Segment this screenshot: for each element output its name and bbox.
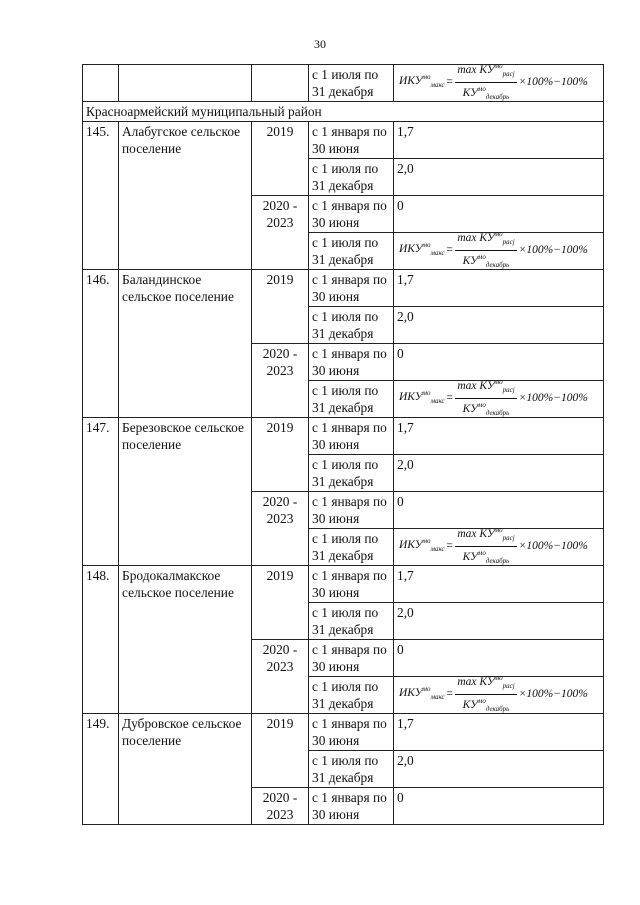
formula-fraction: $\frac{\max КУ^{мо}_{расj}}{КУ^{мо}_{декабрь}}$ bbox=[455, 233, 516, 270]
period-cell: с 1 января по 30 июня bbox=[309, 196, 394, 233]
year-cell: 2019 bbox=[252, 122, 309, 196]
value-cell: 1,7 bbox=[394, 566, 604, 603]
value-cell: 1,7 bbox=[394, 122, 604, 159]
indexation-formula bbox=[397, 528, 600, 565]
entry-number: 149. bbox=[83, 714, 119, 825]
indexation-formula bbox=[397, 380, 600, 417]
year-cell: 2020 - 2023 bbox=[252, 196, 309, 270]
formula-cell bbox=[394, 529, 604, 566]
formula bbox=[397, 64, 600, 101]
formula-lhs: $ИКУ^{мо}_{макс}$ bbox=[399, 389, 445, 406]
year-cell: 2019 bbox=[252, 270, 309, 344]
formula-rest: ×100%−100% bbox=[518, 391, 588, 404]
formula-equals: = bbox=[445, 539, 454, 552]
settlement-name: Березовское сельское поселение bbox=[119, 418, 252, 566]
empty-cell bbox=[119, 65, 252, 102]
value-cell: 2,0 bbox=[394, 603, 604, 640]
district-heading: Красноармейский муниципальный район bbox=[83, 102, 604, 122]
district-row bbox=[83, 102, 604, 122]
period-cell: с 1 января по 30 июня bbox=[309, 418, 394, 455]
settlement-name: Алабугское сельское поселение bbox=[119, 122, 252, 270]
period-cell: с 1 июля по 31 декабря bbox=[309, 603, 394, 640]
entry-number: 146. bbox=[83, 270, 119, 418]
year-cell: 2019 bbox=[252, 714, 309, 788]
empty-cell bbox=[252, 65, 309, 102]
period-cell: с 1 января по 30 июня bbox=[309, 788, 394, 825]
period-cell: с 1 января по 30 июня bbox=[309, 344, 394, 381]
year-cell: 2020 - 2023 bbox=[252, 788, 309, 825]
page-number: 30 bbox=[314, 37, 326, 51]
value-cell: 2,0 bbox=[394, 455, 604, 492]
formula-rest: ×100%−100% bbox=[518, 687, 588, 700]
value-cell: 0 bbox=[394, 344, 604, 381]
year-cell: 2020 - 2023 bbox=[252, 640, 309, 714]
period-cell: с 1 января по 30 июня bbox=[309, 122, 394, 159]
formula-equals: = bbox=[445, 391, 454, 404]
formula-fraction: $\frac{\max КУ^{мо}_{расj}}{КУ^{мо}_{декабрь}}$ bbox=[455, 677, 516, 714]
continued-row bbox=[83, 65, 604, 102]
year-cell: 2019 bbox=[252, 418, 309, 492]
formula-lhs: $ИКУ^{мо}_{макс}$ bbox=[399, 241, 445, 258]
period-cell: с 1 июля по 31 декабря bbox=[309, 233, 394, 270]
year-cell: 2020 - 2023 bbox=[252, 492, 309, 566]
formula-rest: ×100%−100% bbox=[518, 75, 588, 88]
value-cell: 0 bbox=[394, 788, 604, 825]
period-cell: с 1 июля по 31 декабря bbox=[309, 529, 394, 566]
value-cell: 1,7 bbox=[394, 270, 604, 307]
period-cell: с 1 июля по 31 декабря bbox=[309, 455, 394, 492]
formula-cell bbox=[394, 233, 604, 270]
table-row bbox=[83, 714, 604, 751]
table-row bbox=[83, 122, 604, 159]
value-cell: 0 bbox=[394, 640, 604, 677]
period-cell: с 1 января по 30 июня bbox=[309, 566, 394, 603]
formula-fraction: $\frac{\max КУ^{мо}_{расj}}{КУ^{мо}_{декабрь}}$ bbox=[455, 381, 516, 418]
settlement-name: Бродокалмакское сельское поселение bbox=[119, 566, 252, 714]
period-cell: с 1 июля по 31 декабря bbox=[309, 751, 394, 788]
period-cell: с 1 июля по 31 декабря bbox=[309, 159, 394, 196]
entry-number: 145. bbox=[83, 122, 119, 270]
settlement-name: Баландинское сельское поселение bbox=[119, 270, 252, 418]
formula bbox=[397, 676, 600, 713]
value-cell: 2,0 bbox=[394, 307, 604, 344]
value-cell: 0 bbox=[394, 196, 604, 233]
formula bbox=[397, 232, 600, 269]
tariff-table bbox=[82, 64, 604, 825]
formula-cell bbox=[394, 677, 604, 714]
entry-number: 147. bbox=[83, 418, 119, 566]
period-cell: с 1 июля по 31 декабря bbox=[309, 65, 394, 102]
formula-equals: = bbox=[445, 687, 454, 700]
formula-rest: ×100%−100% bbox=[518, 243, 588, 256]
period-cell: с 1 января по 30 июня bbox=[309, 270, 394, 307]
period-cell: с 1 января по 30 июня bbox=[309, 640, 394, 677]
formula bbox=[397, 528, 600, 565]
empty-cell bbox=[83, 65, 119, 102]
entry-number: 148. bbox=[83, 566, 119, 714]
period-cell: с 1 июля по 31 декабря bbox=[309, 677, 394, 714]
value-cell: 2,0 bbox=[394, 751, 604, 788]
settlement-name: Дубровское сельское поселение bbox=[119, 714, 252, 825]
table-row bbox=[83, 418, 604, 455]
value-cell: 1,7 bbox=[394, 714, 604, 751]
table-row bbox=[83, 270, 604, 307]
period-cell: с 1 января по 30 июня bbox=[309, 492, 394, 529]
period-cell: с 1 января по 30 июня bbox=[309, 714, 394, 751]
formula-cell bbox=[394, 381, 604, 418]
indexation-formula bbox=[397, 64, 600, 101]
formula-rest: ×100%−100% bbox=[518, 539, 588, 552]
year-cell: 2020 - 2023 bbox=[252, 344, 309, 418]
formula-equals: = bbox=[445, 75, 454, 88]
formula-fraction: $\frac{\max КУ^{мо}_{расj}}{КУ^{мо}_{декабрь}}$ bbox=[455, 529, 516, 566]
formula-lhs: $ИКУ^{мо}_{макс}$ bbox=[399, 73, 445, 90]
value-cell: 1,7 bbox=[394, 418, 604, 455]
formula-lhs: $ИКУ^{мо}_{макс}$ bbox=[399, 537, 445, 554]
formula-cell bbox=[394, 65, 604, 102]
year-cell: 2019 bbox=[252, 566, 309, 640]
formula bbox=[397, 380, 600, 417]
formula-lhs: $ИКУ^{мо}_{макс}$ bbox=[399, 685, 445, 702]
value-cell: 2,0 bbox=[394, 159, 604, 196]
indexation-formula bbox=[397, 676, 600, 713]
tariff-table-body bbox=[83, 65, 604, 825]
indexation-formula bbox=[397, 232, 600, 269]
value-cell: 0 bbox=[394, 492, 604, 529]
table-row bbox=[83, 566, 604, 603]
period-cell: с 1 июля по 31 декабря bbox=[309, 381, 394, 418]
formula-equals: = bbox=[445, 243, 454, 256]
formula-fraction: $\frac{\max КУ^{мо}_{расj}}{КУ^{мо}_{декабрь}}$ bbox=[455, 65, 516, 102]
period-cell: с 1 июля по 31 декабря bbox=[309, 307, 394, 344]
